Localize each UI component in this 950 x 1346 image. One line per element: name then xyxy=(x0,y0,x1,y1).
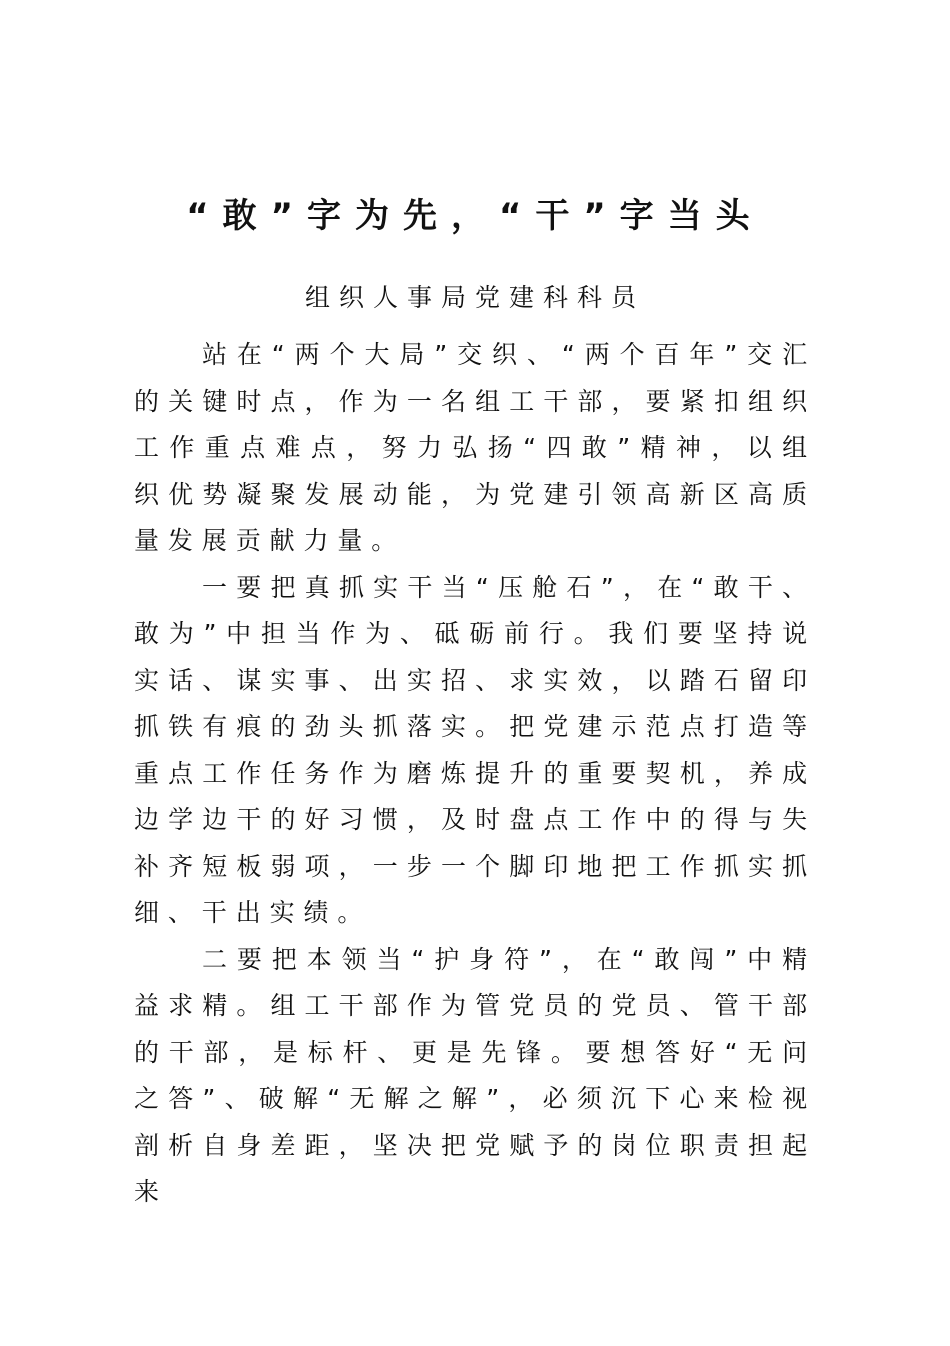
body-paragraph-2: 一要把真抓实干当“压舱石”，在“敢干、敢为”中担当作为、砥砺前行。我们要坚持说实话、谋实事、出实招、求实效，以踏石留印抓铁有痕的劲头抓落实。把党建示范点打造等重点工作任务作为磨炼提升的重要契机，养成边学边干的好习惯，及时盘点工作中的得与失补齐短板弱项，一步一个脚印地把工作抓实抓细、干出实绩。 xyxy=(134,572,816,927)
document-title: “敢”字为先，“干”字当头 xyxy=(186,196,764,236)
document-body xyxy=(134,332,816,1216)
body-paragraph-3: 二要把本领当“护身符”，在“敢闯”中精益求精。组工干部作为管党员的党员、管干部的干部，是标杆、更是先锋。要想答好“无问之答”、破解“无解之解”，必须沉下心来检视剖析自身差距，坚决把党赋予的岗位职责担起来 xyxy=(134,944,816,1206)
author-line: 组织人事局党建科科员 xyxy=(304,283,645,312)
body-paragraph-1: 站在“两个大局”交织、“两个百年”交汇的关键时点，作为一名组工干部，要紧扣组织工作重点难点，努力弘扬“四敢”精神，以组织优势凝聚发展动能，为党建引领高新区高质量发展贡献力量。 xyxy=(134,340,816,555)
